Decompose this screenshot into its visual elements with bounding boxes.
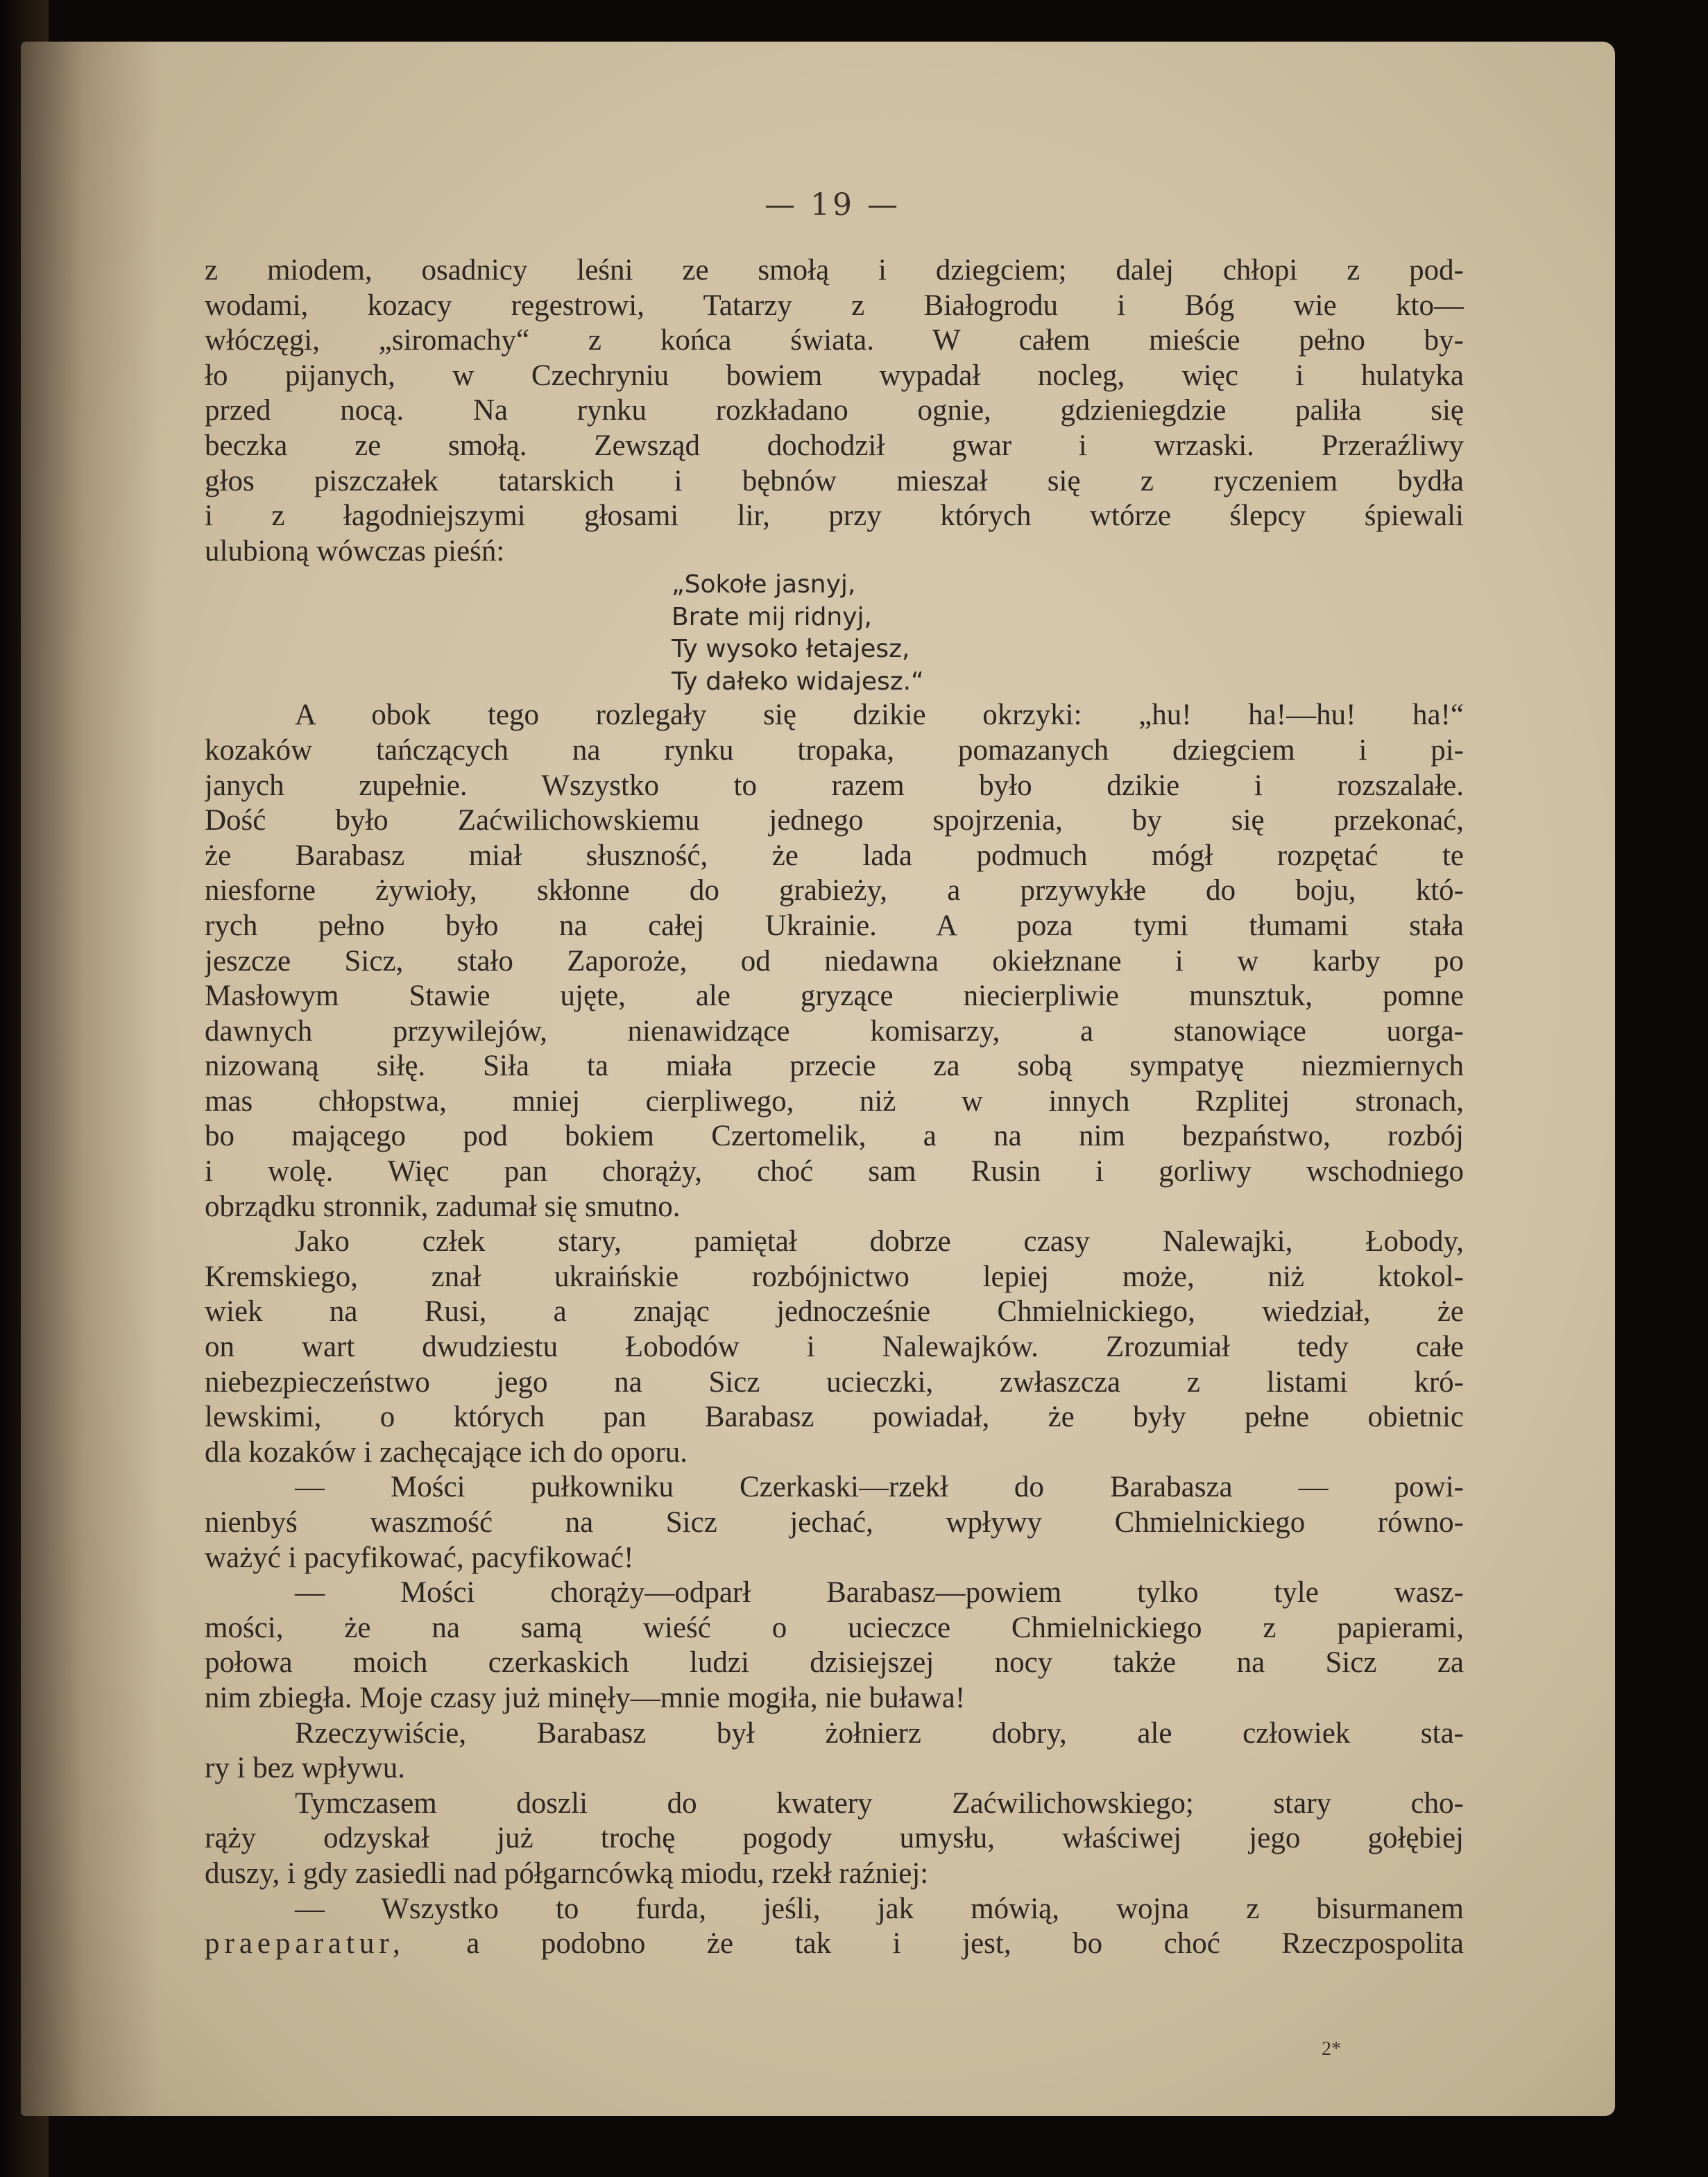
text-line: janych zupełnie. Wszystko to razem było dzikie i rozszalałe. [205, 769, 1464, 802]
text-line: nizowaną siłę. Siła ta miała przecie za sobą sympatyę niezmiernych [205, 1050, 1464, 1083]
text-line: ulubioną wówczas pieśń: [205, 534, 505, 567]
verse-line: Brate mij ridnyj, [672, 602, 873, 631]
text-line: Tymczasem doszli do kwatery Zaćwilichowskiego; stary cho- [295, 1786, 1464, 1820]
text-line: niesforne żywioły, skłonne do grabieży, a przywykłe do boju, któ- [205, 874, 1464, 907]
text-line [205, 1927, 1464, 1962]
page-number: — 19 — [765, 187, 900, 223]
text-line: dla kozaków i zachęcające ich do oporu. [205, 1435, 688, 1469]
text-line: połowa moich czerkaskich ludzi dzisiejszej nocy także na Sicz za [205, 1646, 1464, 1680]
text-line: nim zbiegła. Moje czasy już minęły—mnie mogiła, nie buława! [205, 1681, 966, 1714]
text-line: ważyć i pacyfikować, pacyfikować! [205, 1541, 634, 1574]
text-line: mas chłopstwa, mniej cierpliwego, niż w innych Rzplitej stronach, [205, 1084, 1464, 1118]
text-line: rąży odzyskał już trochę pogody umysłu, właściwej jego gołębiej [205, 1822, 1464, 1855]
text-line: mości, że na samą wieść o ucieczce Chmielnickiego z papierami, [205, 1611, 1464, 1644]
text-line: włóczęgi, „siromachy“ z końca świata. W całem mieście pełno by- [205, 324, 1464, 357]
text-line: że Barabasz miał słuszność, że lada podmuch mógł rozpętać te [205, 839, 1464, 872]
text-line: obrządku stronnik, zadumał się smutno. [205, 1190, 681, 1223]
text-line: dawnych przywilejów, nienawidzące komisarzy, a stanowiące uorga- [205, 1014, 1464, 1048]
verse-line: Ty wysoko łetajesz, [672, 635, 910, 664]
text-line: duszy, i gdy zasiedli nad półgarncówką miodu, rzekł raźniej: [205, 1856, 929, 1890]
text-line: bo mającego pod bokiem Czertomelik, a na nim bezpaństwo, rozbój [205, 1120, 1464, 1153]
text-line: głos piszczałek tatarskich i bębnów mieszał się z ryczeniem bydła [205, 464, 1464, 497]
text-fragment: a podobno że tak i jest, bo choć Rzeczpospolita [404, 1927, 1464, 1961]
text-line: — Mości chorąży—odparł Barabasz—powiem tylko tyle wasz- [295, 1576, 1464, 1610]
text-line: Dość było Zaćwilichowskiemu jednego spojrzenia, by się przekonać, [205, 804, 1464, 837]
verse-line: Ty dałeko widajesz.“ [672, 667, 924, 696]
text-line: Kremskiego, znał ukraińskie rozbójnictwo lepiej może, niż ktokol- [205, 1260, 1464, 1293]
text-line: lewskimi, o których pan Barabasz powiadał, że były pełne obietnic [205, 1401, 1464, 1434]
text-line: A obok tego rozlegały się dzikie okrzyki: „hu! ha!—hu! ha!“ [295, 699, 1464, 732]
text-line: Rzeczywiście, Barabasz był żołnierz dobry, ale człowiek sta- [295, 1716, 1464, 1750]
text-line: z miodem, osadnicy leśni ze smołą i dziegciem; dalej chłopi z pod- [205, 254, 1464, 287]
text-line: wiek na Rusi, a znając jednocześnie Chmielnickiego, wiedział, że [205, 1295, 1464, 1329]
text-line: Masłowym Stawie ujęte, ale gryzące niecierpliwie munsztuk, pomne [205, 980, 1464, 1013]
text-line: przed nocą. Na rynku rozkładano ognie, gdzieniegdzie paliła się [205, 394, 1464, 427]
page-text [205, 253, 1464, 1962]
text-line: ło pijanych, w Czechryniu bowiem wypadał nocleg, więc i hulatyka [205, 359, 1464, 392]
text-line: kozaków tańczących na rynku tropaka, pomazanych dziegciem i pi- [205, 733, 1464, 767]
text-line: rych pełno było na całej Ukrainie. A poza tymi tłumami stała [205, 909, 1464, 942]
text-line: ry i bez wpływu. [205, 1752, 405, 1785]
text-line: beczka ze smołą. Zewsząd dochodził gwar i wrzaski. Przeraźliwy [205, 429, 1464, 462]
text-line: i z łagodniejszymi głosami lir, przy których wtórze ślepcy śpiewali [205, 500, 1464, 533]
text-line: — Mości pułkowniku Czerkaski—rzekł do Barabasza — powi- [295, 1471, 1464, 1504]
text-line: nienbyś waszmość na Sicz jechać, wpływy Chmielnickiego równo- [205, 1506, 1464, 1539]
text-line: i wolę. Więc pan chorąży, choć sam Rusin i gorliwy wschodniego [205, 1155, 1464, 1188]
text-line: jeszcze Sicz, stało Zaporoże, od niedawna okiełznane i w karby po [205, 944, 1464, 977]
verse-line: „Sokołe jasnyj, [672, 570, 856, 599]
text-line: wodami, kozacy regestrowi, Tatarzy z Białogrodu i Bóg wie kto— [205, 289, 1464, 322]
text-line: Jako człek stary, pamiętał dobrze czasy Nalewajki, Łobody, [295, 1225, 1464, 1258]
text-line: on wart dwudziestu Łobodów i Nalewajków. Zrozumiał tedy całe [205, 1331, 1464, 1364]
spaced-word: praeparatur, [205, 1927, 405, 1961]
text-line: — Wszystko to furda, jeśli, jak mówią, wojna z bisurmanem [295, 1892, 1464, 1925]
printer-signature: 2* [1322, 2038, 1341, 2060]
text-line: niebezpieczeństwo jego na Sicz ucieczki, zwłaszcza z listami kró- [205, 1365, 1464, 1399]
